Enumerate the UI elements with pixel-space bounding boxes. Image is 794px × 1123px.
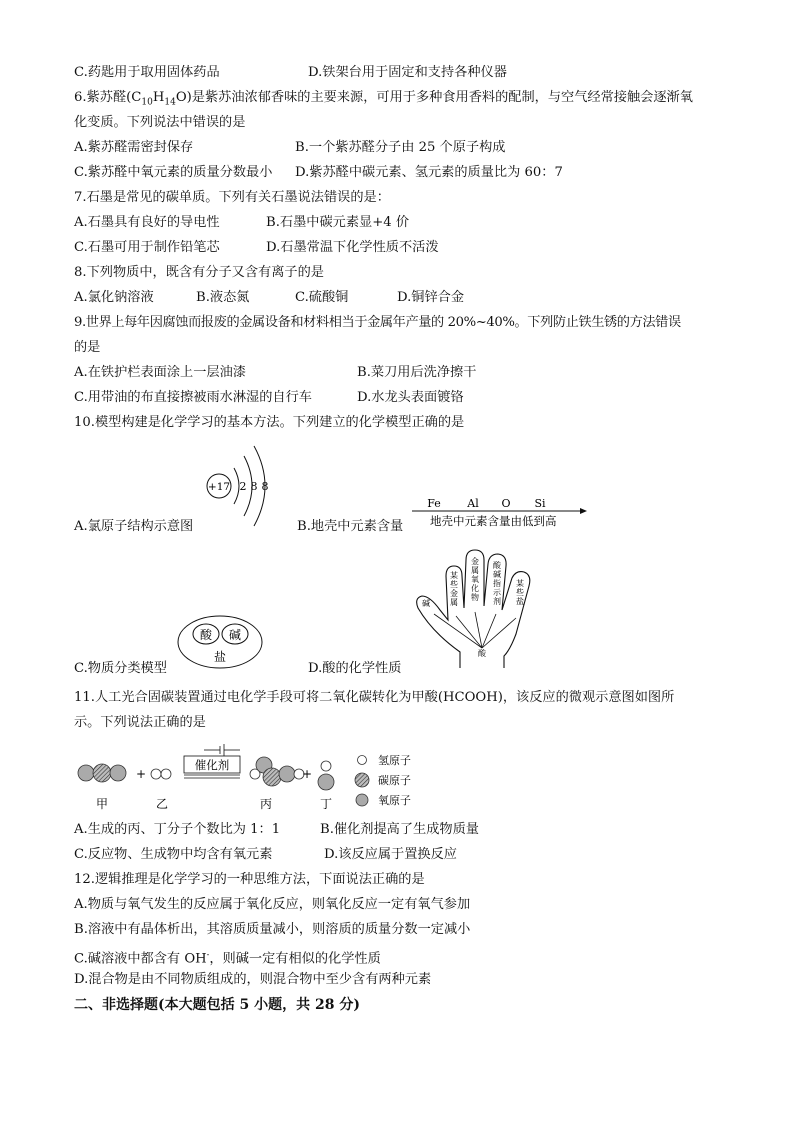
q12-option-d: D.混合物是由不同物质组成的，则混合物中至少含有两种元素	[74, 972, 432, 987]
q9-stem-line-1: 9.世界上每年因腐蚀而报废的金属设备和材料相当于金属年产量的 20%~40%。下列防止铁生锈的方法错误	[74, 315, 681, 330]
q5-option-c: C.药匙用于取用固体药品	[74, 65, 220, 80]
q6-stem-post: O)是紫苏油浓郁香味的主要来源，可用于多种食用香料的配制，与空气经常接触会逐渐氧	[175, 90, 693, 105]
q12-option-c-sup: -	[206, 950, 210, 959]
q6-option-b: B.一个紫苏醛分子由 25 个原子构成	[295, 140, 506, 155]
q12-option-a: A.物质与氧气发生的反应属于氧化反应，则氧化反应一定有氧气参加	[74, 897, 471, 912]
q11-stem-line-1: 11.人工光合固碳装置通过电化学手段可将二氧化碳转化为甲酸(HCOOH)，该反应的微观示意图如图所	[74, 690, 675, 705]
palm-label: 酸	[478, 649, 486, 658]
label-ding: 丁	[319, 797, 333, 811]
finger-label-2: 金属氧化物	[471, 557, 479, 602]
q6-formula-h-sub: 14	[164, 97, 176, 108]
crust-element-o: O	[501, 497, 511, 510]
q12-option-c-pre: C.碱溶液中都含有 OH	[74, 951, 207, 967]
catalyst-label: 催化剂	[194, 758, 230, 772]
q12-stem: 12.逻辑推理是化学学习的一种思维方法，下面说法正确的是	[74, 872, 425, 887]
acid-label: 酸	[199, 628, 213, 642]
q12-option-b: B.溶液中有晶体析出，其溶质质量减小，则溶质的质量分数一定减小	[74, 922, 471, 937]
q8-option-d: D.铜锌合金	[397, 290, 465, 305]
q9-option-c: C.用带油的布直接擦被雨水淋湿的自行车	[74, 390, 312, 405]
label-yi: 乙	[155, 797, 169, 811]
finger-label-4: 某些盐	[516, 579, 524, 606]
base-label: 碱	[228, 628, 242, 642]
q8-stem: 8.下列物质中，既含有分子又含有离子的是	[74, 265, 324, 280]
q6-formula-c-sub: 10	[141, 97, 153, 108]
label-jia: 甲	[95, 797, 109, 811]
acid-properties-hand-diagram	[412, 548, 552, 672]
q7-stem: 7.石墨是常见的碳单质。下列有关石墨说法错误的是：	[74, 190, 390, 205]
molecule-jia	[78, 764, 126, 782]
q7-option-a: A.石墨具有良好的导电性	[74, 215, 220, 230]
legend-carbon-icon	[355, 773, 369, 787]
q6-formula-h: H	[152, 90, 165, 105]
label-bing: 丙	[259, 797, 273, 811]
q9-stem-line-2: 的是	[74, 340, 101, 355]
q10-stem: 10.模型构建是化学学习的基本方法。下列建立的化学模型正确的是	[74, 415, 465, 430]
q6-stem-pre: 6.紫苏醛(C	[74, 90, 142, 105]
plus-1: +	[136, 767, 147, 781]
q8-option-a: A.氯化钠溶液	[74, 290, 154, 305]
shell-3-electrons: 8	[261, 480, 269, 493]
shell-2-electrons: 8	[250, 480, 258, 493]
q9-option-d: D.水龙头表面镀铬	[357, 390, 464, 405]
crust-element-arrow	[410, 494, 590, 530]
molecule-yi	[151, 769, 171, 779]
q8-option-b: B.液态氮	[196, 290, 250, 305]
q11-option-b: B.催化剂提高了生成物质量	[320, 822, 479, 837]
q12-option-c-post: ，则碱一定有相似的化学性质	[209, 951, 381, 967]
legend-carbon: 碳原子	[378, 774, 411, 787]
atom-legend	[355, 753, 411, 807]
molecule-bing	[250, 757, 304, 786]
crust-element-si: Si	[534, 497, 546, 510]
arrow-head-icon	[580, 508, 587, 514]
legend-oxygen: 氧原子	[378, 794, 411, 807]
salt-label: 盐	[213, 650, 227, 664]
q10-option-d: D.酸的化学性质	[308, 661, 402, 676]
crust-caption: 地壳中元素含量由低到高	[430, 514, 557, 528]
q11-stem-line-2: 示。下列说法正确的是	[74, 715, 206, 730]
q12-option-c	[74, 946, 381, 968]
legend-hydrogen: 氢原子	[378, 754, 411, 767]
thumb-label: 碱	[422, 599, 430, 608]
finger-label-3: 酸碱指示剂	[493, 561, 501, 606]
q8-option-c: C.硫酸铜	[295, 290, 349, 305]
q6-stem-line-2: 化变质。下列说法中错误的是	[74, 115, 246, 130]
q7-option-c: C.石墨可用于制作铅笔芯	[74, 240, 220, 255]
section-2-heading: 二、非选择题(本大题包括 5 小题，共 28 分)	[74, 997, 360, 1013]
q6-option-d: D.紫苏醛中碳元素、氢元素的质量比为 60：7	[295, 165, 563, 180]
legend-hydrogen-icon	[358, 756, 367, 765]
q11-option-d: D.该反应属于置换反应	[324, 847, 457, 862]
nucleus-charge: +17	[207, 481, 231, 493]
q9-option-b: B.菜刀用后洗净擦干	[357, 365, 477, 380]
finger-label-1: 某些金属	[450, 571, 458, 607]
electron-shell-1	[234, 468, 239, 504]
crust-element-al: Al	[467, 497, 479, 510]
classification-model-diagram	[176, 614, 266, 670]
plus-2: +	[302, 767, 313, 781]
reaction-micro-diagram	[76, 744, 426, 814]
q9-option-a: A.在铁护栏表面涂上一层油漆	[74, 365, 246, 380]
q6-option-a: A.紫苏醛需密封保存	[74, 140, 194, 155]
q11-option-a: A.生成的丙、丁分子个数比为 1：1	[74, 822, 281, 837]
crust-element-fe: Fe	[427, 497, 441, 510]
q6-stem-line-1	[74, 89, 693, 112]
chlorine-atom-diagram	[200, 442, 280, 532]
molecule-ding	[318, 761, 334, 790]
q5-option-d: D.铁架台用于固定和支持各种仪器	[308, 65, 507, 80]
shell-1-electrons: 2	[239, 480, 247, 493]
q6-option-c: C.紫苏醛中氧元素的质量分数最小	[74, 165, 273, 180]
q7-option-b: B.石墨中碳元素显+4 价	[266, 215, 410, 230]
q11-option-c: C.反应物、生成物中均含有氧元素	[74, 847, 273, 862]
q10-option-a: A.氯原子结构示意图	[74, 519, 194, 534]
q7-option-d: D.石墨常温下化学性质不活泼	[266, 240, 439, 255]
q10-option-c: C.物质分类模型	[74, 661, 167, 676]
legend-oxygen-icon	[356, 794, 368, 806]
q10-option-b: B.地壳中元素含量	[297, 519, 404, 534]
